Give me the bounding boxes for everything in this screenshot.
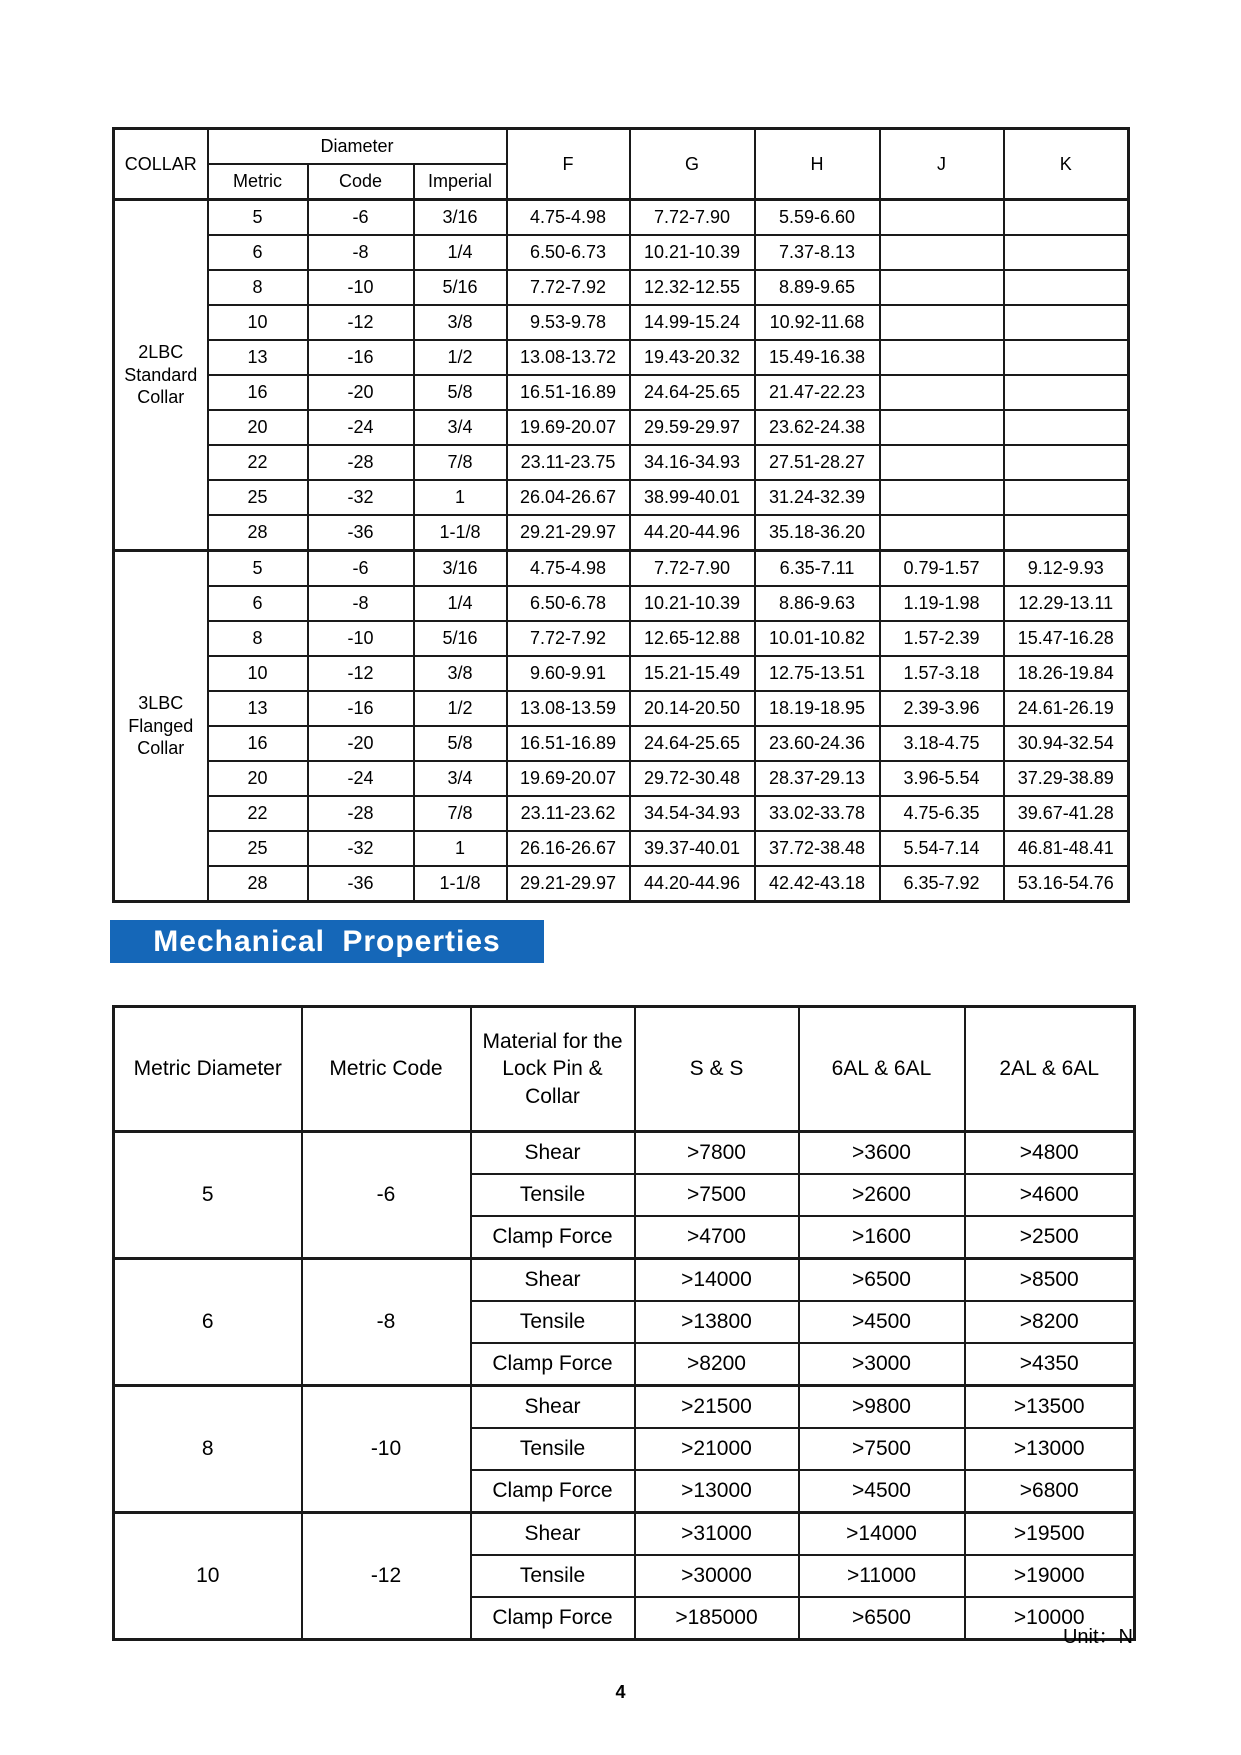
cell-property: Tensile xyxy=(471,1555,635,1597)
cell-f: 4.75-4.98 xyxy=(507,551,630,587)
cell-h: 28.37-29.13 xyxy=(755,761,880,796)
dimension-row xyxy=(114,375,1129,410)
cell-k: 15.47-16.28 xyxy=(1004,621,1129,656)
cell-property: Clamp Force xyxy=(471,1470,635,1513)
cell-f: 26.04-26.67 xyxy=(507,480,630,515)
cell-property: Shear xyxy=(471,1132,635,1175)
mech-row xyxy=(114,1132,1135,1175)
cell-imperial: 1-1/8 xyxy=(414,866,507,902)
cell-f: 23.11-23.62 xyxy=(507,796,630,831)
cell-h: 23.60-24.36 xyxy=(755,726,880,761)
cell-h: 33.02-33.78 xyxy=(755,796,880,831)
cell-code: -28 xyxy=(308,796,414,831)
cell-ss: >21500 xyxy=(635,1386,799,1429)
cell-k xyxy=(1004,375,1129,410)
cell-h: 5.59-6.60 xyxy=(755,200,880,236)
cell-imperial: 1/2 xyxy=(414,340,507,375)
cell-imperial: 7/8 xyxy=(414,796,507,831)
cell-6al: >4500 xyxy=(799,1470,965,1513)
cell-g: 38.99-40.01 xyxy=(630,480,755,515)
cell-6al: >11000 xyxy=(799,1555,965,1597)
cell-g: 29.72-30.48 xyxy=(630,761,755,796)
dimension-row xyxy=(114,270,1129,305)
cell-g: 34.54-34.93 xyxy=(630,796,755,831)
cell-f: 4.75-4.98 xyxy=(507,200,630,236)
cell-h: 18.19-18.95 xyxy=(755,691,880,726)
column-header-metric-code: Metric Code xyxy=(302,1007,471,1132)
cell-k: 12.29-13.11 xyxy=(1004,586,1129,621)
mech-row xyxy=(114,1513,1135,1556)
cell-metric: 6 xyxy=(208,586,308,621)
cell-code: -20 xyxy=(308,726,414,761)
column-header-h: H xyxy=(755,129,880,200)
cell-imperial: 1-1/8 xyxy=(414,515,507,551)
dimension-row xyxy=(114,445,1129,480)
cell-f: 26.16-26.67 xyxy=(507,831,630,866)
cell-g: 10.21-10.39 xyxy=(630,586,755,621)
cell-imperial: 3/8 xyxy=(414,656,507,691)
cell-imperial: 1/2 xyxy=(414,691,507,726)
dimension-row xyxy=(114,340,1129,375)
cell-h: 35.18-36.20 xyxy=(755,515,880,551)
page-number: 4 xyxy=(615,1682,626,1702)
cell-2al: >8500 xyxy=(965,1259,1135,1302)
cell-k: 9.12-9.93 xyxy=(1004,551,1129,587)
cell-2al: >19500 xyxy=(965,1513,1135,1556)
cell-code: -36 xyxy=(308,515,414,551)
cell-imperial: 1/4 xyxy=(414,586,507,621)
cell-imperial: 5/8 xyxy=(414,726,507,761)
cell-ss: >4700 xyxy=(635,1216,799,1259)
dimension-row xyxy=(114,691,1129,726)
cell-code: -12 xyxy=(308,656,414,691)
cell-6al: >3000 xyxy=(799,1343,965,1386)
cell-2al: >4600 xyxy=(965,1174,1135,1216)
cell-code: -32 xyxy=(308,480,414,515)
cell-imperial: 1/4 xyxy=(414,235,507,270)
cell-code: -8 xyxy=(308,586,414,621)
cell-k xyxy=(1004,200,1129,236)
mech-row xyxy=(114,1386,1135,1429)
column-header-material: Material for the Lock Pin & Collar xyxy=(471,1007,635,1132)
cell-6al: >2600 xyxy=(799,1174,965,1216)
cell-f: 29.21-29.97 xyxy=(507,866,630,902)
cell-h: 7.37-8.13 xyxy=(755,235,880,270)
cell-metric: 16 xyxy=(208,726,308,761)
collar-dimension-table xyxy=(112,127,1130,903)
cell-j xyxy=(880,480,1004,515)
cell-h: 21.47-22.23 xyxy=(755,375,880,410)
cell-f: 7.72-7.92 xyxy=(507,621,630,656)
cell-metric: 5 xyxy=(208,200,308,236)
cell-metric: 28 xyxy=(208,866,308,902)
cell-k xyxy=(1004,480,1129,515)
cell-imperial: 3/8 xyxy=(414,305,507,340)
dimension-row xyxy=(114,586,1129,621)
cell-f: 6.50-6.78 xyxy=(507,586,630,621)
cell-6al: >14000 xyxy=(799,1513,965,1556)
cell-imperial: 5/8 xyxy=(414,375,507,410)
cell-code: -10 xyxy=(308,621,414,656)
cell-g: 19.43-20.32 xyxy=(630,340,755,375)
cell-imperial: 3/16 xyxy=(414,200,507,236)
cell-metric: 22 xyxy=(208,445,308,480)
cell-g: 24.64-25.65 xyxy=(630,375,755,410)
cell-ss: >30000 xyxy=(635,1555,799,1597)
cell-property: Clamp Force xyxy=(471,1343,635,1386)
cell-metric: 8 xyxy=(208,270,308,305)
mech-header-row xyxy=(114,1007,1135,1132)
cell-metric: 6 xyxy=(208,235,308,270)
cell-f: 19.69-20.07 xyxy=(507,761,630,796)
cell-imperial: 3/16 xyxy=(414,551,507,587)
cell-ss: >13800 xyxy=(635,1301,799,1343)
cell-2al: >6800 xyxy=(965,1470,1135,1513)
cell-k xyxy=(1004,445,1129,480)
cell-metric-diameter: 6 xyxy=(114,1259,302,1386)
cell-j: 3.96-5.54 xyxy=(880,761,1004,796)
cell-code: -24 xyxy=(308,410,414,445)
cell-code: -12 xyxy=(308,305,414,340)
cell-ss: >13000 xyxy=(635,1470,799,1513)
cell-6al: >6500 xyxy=(799,1259,965,1302)
cell-6al: >1600 xyxy=(799,1216,965,1259)
cell-k: 39.67-41.28 xyxy=(1004,796,1129,831)
cell-h: 6.35-7.11 xyxy=(755,551,880,587)
cell-g: 15.21-15.49 xyxy=(630,656,755,691)
cell-metric: 16 xyxy=(208,375,308,410)
column-header-f: F xyxy=(507,129,630,200)
cell-h: 42.42-43.18 xyxy=(755,866,880,902)
diameter-group-header: Diameter xyxy=(208,129,507,165)
cell-property: Tensile xyxy=(471,1428,635,1470)
cell-g: 20.14-20.50 xyxy=(630,691,755,726)
cell-k xyxy=(1004,515,1129,551)
cell-ss: >185000 xyxy=(635,1597,799,1640)
cell-code: -20 xyxy=(308,375,414,410)
cell-g: 44.20-44.96 xyxy=(630,866,755,902)
cell-f: 19.69-20.07 xyxy=(507,410,630,445)
cell-k: 30.94-32.54 xyxy=(1004,726,1129,761)
cell-metric: 25 xyxy=(208,831,308,866)
cell-property: Clamp Force xyxy=(471,1216,635,1259)
cell-g: 12.65-12.88 xyxy=(630,621,755,656)
cell-6al: >7500 xyxy=(799,1428,965,1470)
collar-group-label: 2LBC Standard Collar xyxy=(114,200,208,551)
dimension-row xyxy=(114,200,1129,236)
column-header-2al: 2AL & 6AL xyxy=(965,1007,1135,1132)
cell-j: 4.75-6.35 xyxy=(880,796,1004,831)
cell-metric-diameter: 10 xyxy=(114,1513,302,1640)
column-header-k: K xyxy=(1004,129,1129,200)
cell-h: 31.24-32.39 xyxy=(755,480,880,515)
cell-j: 5.54-7.14 xyxy=(880,831,1004,866)
cell-code: -6 xyxy=(308,200,414,236)
column-header-g: G xyxy=(630,129,755,200)
cell-6al: >3600 xyxy=(799,1132,965,1175)
cell-code: -16 xyxy=(308,340,414,375)
cell-6al: >6500 xyxy=(799,1597,965,1640)
cell-2al: >13000 xyxy=(965,1428,1135,1470)
cell-f: 9.60-9.91 xyxy=(507,656,630,691)
cell-metric: 13 xyxy=(208,691,308,726)
cell-metric: 8 xyxy=(208,621,308,656)
column-header-code: Code xyxy=(308,164,414,200)
cell-k: 53.16-54.76 xyxy=(1004,866,1129,902)
section-title-banner xyxy=(110,920,544,963)
cell-metric: 10 xyxy=(208,656,308,691)
dimension-row xyxy=(114,515,1129,551)
cell-imperial: 1 xyxy=(414,480,507,515)
cell-f: 16.51-16.89 xyxy=(507,726,630,761)
dimension-row xyxy=(114,235,1129,270)
column-header-ss: S & S xyxy=(635,1007,799,1132)
cell-f: 16.51-16.89 xyxy=(507,375,630,410)
cell-j xyxy=(880,305,1004,340)
cell-ss: >7500 xyxy=(635,1174,799,1216)
cell-f: 29.21-29.97 xyxy=(507,515,630,551)
cell-2al: >4350 xyxy=(965,1343,1135,1386)
cell-metric-diameter: 5 xyxy=(114,1132,302,1259)
cell-ss: >8200 xyxy=(635,1343,799,1386)
cell-j: 0.79-1.57 xyxy=(880,551,1004,587)
cell-g: 39.37-40.01 xyxy=(630,831,755,866)
cell-j xyxy=(880,375,1004,410)
cell-imperial: 7/8 xyxy=(414,445,507,480)
cell-f: 13.08-13.59 xyxy=(507,691,630,726)
mech-row xyxy=(114,1259,1135,1302)
cell-2al: >2500 xyxy=(965,1216,1135,1259)
cell-f: 9.53-9.78 xyxy=(507,305,630,340)
cell-f: 6.50-6.73 xyxy=(507,235,630,270)
cell-j xyxy=(880,410,1004,445)
cell-metric: 5 xyxy=(208,551,308,587)
cell-g: 34.16-34.93 xyxy=(630,445,755,480)
cell-j xyxy=(880,200,1004,236)
cell-f: 13.08-13.72 xyxy=(507,340,630,375)
cell-property: Tensile xyxy=(471,1301,635,1343)
cell-metric-code: -12 xyxy=(302,1513,471,1640)
cell-metric-diameter: 8 xyxy=(114,1386,302,1513)
cell-g: 14.99-15.24 xyxy=(630,305,755,340)
cell-g: 29.59-29.97 xyxy=(630,410,755,445)
cell-metric: 22 xyxy=(208,796,308,831)
section-title: Mechanical Properties xyxy=(153,924,501,958)
cell-code: -10 xyxy=(308,270,414,305)
cell-k xyxy=(1004,410,1129,445)
cell-2al: >8200 xyxy=(965,1301,1135,1343)
cell-k xyxy=(1004,340,1129,375)
cell-g: 12.32-12.55 xyxy=(630,270,755,305)
cell-j: 1.57-3.18 xyxy=(880,656,1004,691)
cell-metric: 20 xyxy=(208,410,308,445)
cell-metric-code: -8 xyxy=(302,1259,471,1386)
cell-j xyxy=(880,515,1004,551)
cell-imperial: 1 xyxy=(414,831,507,866)
column-header-metric-diameter: Metric Diameter xyxy=(114,1007,302,1132)
unit-label: Unit：N xyxy=(1062,1626,1133,1648)
cell-metric-code: -10 xyxy=(302,1386,471,1513)
cell-h: 23.62-24.38 xyxy=(755,410,880,445)
cell-g: 10.21-10.39 xyxy=(630,235,755,270)
cell-imperial: 3/4 xyxy=(414,761,507,796)
cell-code: -6 xyxy=(308,551,414,587)
cell-6al: >4500 xyxy=(799,1301,965,1343)
cell-2al: >10000 xyxy=(965,1597,1135,1640)
dimension-row xyxy=(114,866,1129,902)
cell-k: 37.29-38.89 xyxy=(1004,761,1129,796)
cell-j: 6.35-7.92 xyxy=(880,866,1004,902)
cell-ss: >14000 xyxy=(635,1259,799,1302)
cell-metric-code: -6 xyxy=(302,1132,471,1259)
cell-imperial: 3/4 xyxy=(414,410,507,445)
dimension-row xyxy=(114,656,1129,691)
cell-metric: 20 xyxy=(208,761,308,796)
dimension-row xyxy=(114,621,1129,656)
column-header-j: J xyxy=(880,129,1004,200)
cell-k xyxy=(1004,235,1129,270)
cell-g: 7.72-7.90 xyxy=(630,200,755,236)
cell-j: 1.57-2.39 xyxy=(880,621,1004,656)
cell-g: 44.20-44.96 xyxy=(630,515,755,551)
cell-h: 15.49-16.38 xyxy=(755,340,880,375)
dimension-row xyxy=(114,796,1129,831)
cell-code: -28 xyxy=(308,445,414,480)
column-header-metric: Metric xyxy=(208,164,308,200)
cell-metric: 13 xyxy=(208,340,308,375)
collar-group-label: 3LBC Flanged Collar xyxy=(114,551,208,902)
cell-h: 27.51-28.27 xyxy=(755,445,880,480)
cell-j xyxy=(880,445,1004,480)
dimension-row xyxy=(114,831,1129,866)
cell-metric: 25 xyxy=(208,480,308,515)
cell-ss: >31000 xyxy=(635,1513,799,1556)
cell-j: 2.39-3.96 xyxy=(880,691,1004,726)
cell-ss: >7800 xyxy=(635,1132,799,1175)
cell-2al: >19000 xyxy=(965,1555,1135,1597)
cell-property: Shear xyxy=(471,1259,635,1302)
dimension-row xyxy=(114,761,1129,796)
cell-h: 37.72-38.48 xyxy=(755,831,880,866)
cell-property: Tensile xyxy=(471,1174,635,1216)
cell-6al: >9800 xyxy=(799,1386,965,1429)
cell-k: 18.26-19.84 xyxy=(1004,656,1129,691)
cell-j xyxy=(880,235,1004,270)
cell-k: 24.61-26.19 xyxy=(1004,691,1129,726)
column-header-6al: 6AL & 6AL xyxy=(799,1007,965,1132)
cell-f: 7.72-7.92 xyxy=(507,270,630,305)
cell-2al: >4800 xyxy=(965,1132,1135,1175)
cell-code: -8 xyxy=(308,235,414,270)
cell-j: 3.18-4.75 xyxy=(880,726,1004,761)
dimension-row xyxy=(114,551,1129,587)
dimension-row xyxy=(114,726,1129,761)
dimension-row xyxy=(114,410,1129,445)
cell-k xyxy=(1004,270,1129,305)
cell-h: 10.92-11.68 xyxy=(755,305,880,340)
dimension-header-row-1 xyxy=(114,129,1129,165)
cell-j xyxy=(880,340,1004,375)
cell-2al: >13500 xyxy=(965,1386,1135,1429)
collar-column-header: COLLAR xyxy=(114,129,208,200)
cell-j xyxy=(880,270,1004,305)
cell-metric: 28 xyxy=(208,515,308,551)
cell-ss: >21000 xyxy=(635,1428,799,1470)
cell-k xyxy=(1004,305,1129,340)
cell-code: -32 xyxy=(308,831,414,866)
cell-property: Shear xyxy=(471,1386,635,1429)
cell-k: 46.81-48.41 xyxy=(1004,831,1129,866)
cell-h: 8.89-9.65 xyxy=(755,270,880,305)
mechanical-properties-table xyxy=(112,1005,1136,1641)
cell-code: -24 xyxy=(308,761,414,796)
cell-f: 23.11-23.75 xyxy=(507,445,630,480)
cell-h: 12.75-13.51 xyxy=(755,656,880,691)
cell-h: 10.01-10.82 xyxy=(755,621,880,656)
dimension-row xyxy=(114,480,1129,515)
cell-property: Shear xyxy=(471,1513,635,1556)
cell-g: 24.64-25.65 xyxy=(630,726,755,761)
cell-code: -16 xyxy=(308,691,414,726)
cell-g: 7.72-7.90 xyxy=(630,551,755,587)
column-header-imperial: Imperial xyxy=(414,164,507,200)
cell-metric: 10 xyxy=(208,305,308,340)
cell-code: -36 xyxy=(308,866,414,902)
cell-imperial: 5/16 xyxy=(414,621,507,656)
cell-property: Clamp Force xyxy=(471,1597,635,1640)
cell-imperial: 5/16 xyxy=(414,270,507,305)
cell-h: 8.86-9.63 xyxy=(755,586,880,621)
cell-j: 1.19-1.98 xyxy=(880,586,1004,621)
dimension-row xyxy=(114,305,1129,340)
